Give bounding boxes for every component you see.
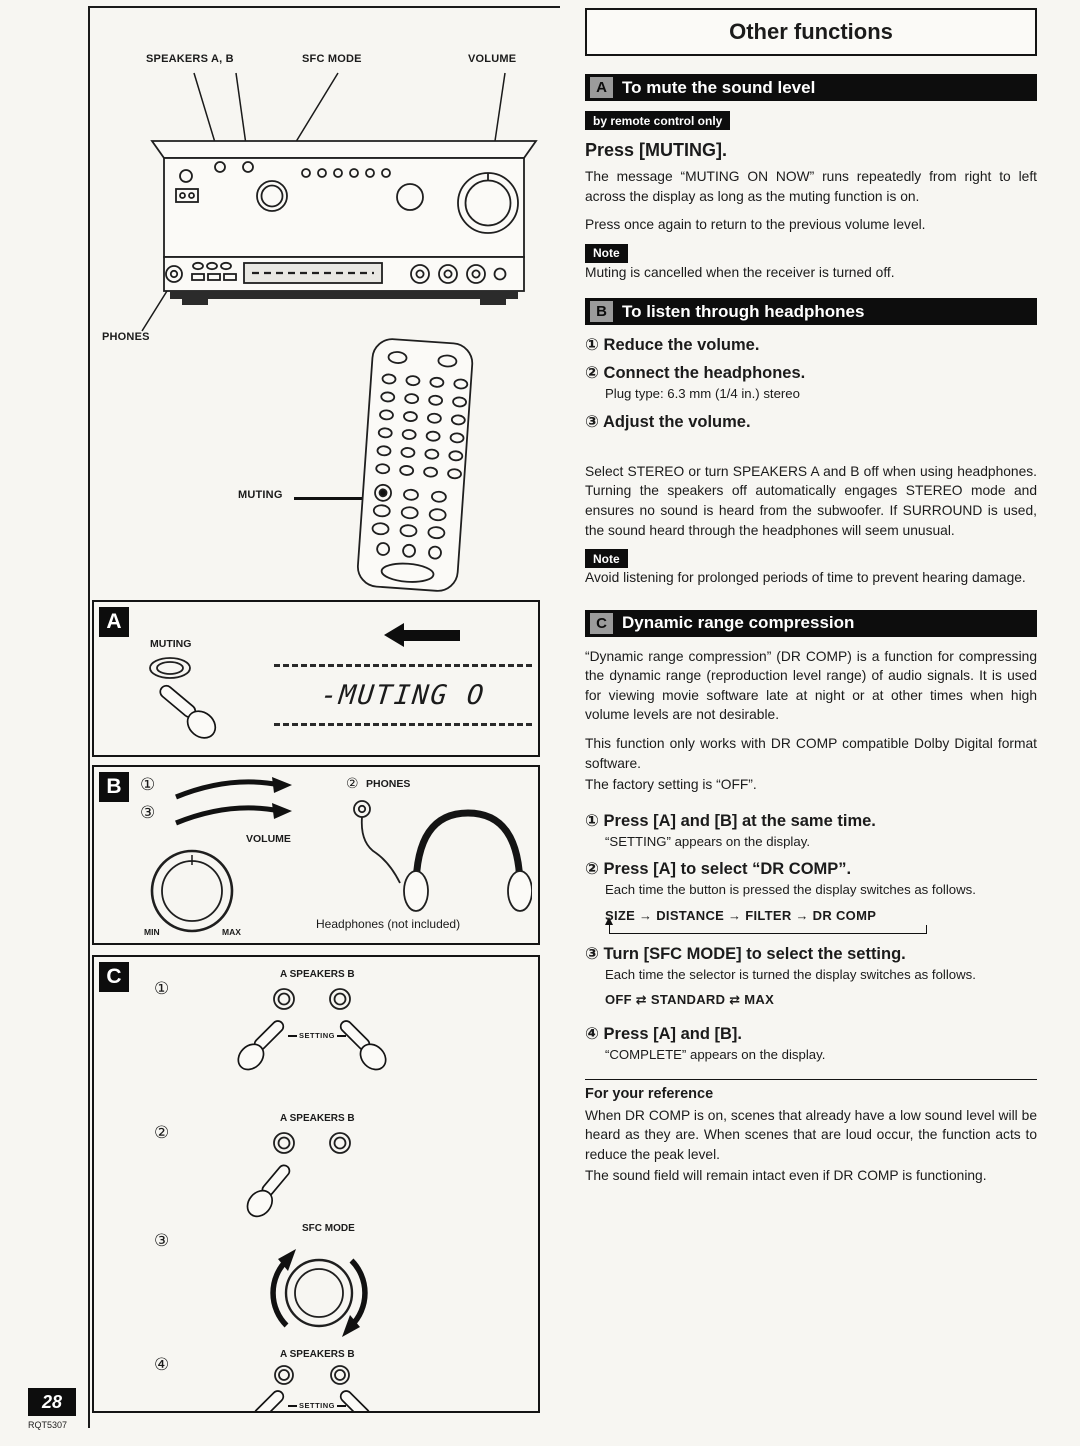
headphones-description: Select STEREO or turn SPEAKERS A and B off when using headphones. Turning the speakers off automatically engages STEREO mode and ensures no sound is heard from the subwoofer. If SURROUND is used, the sound heard through the headphones will seem unusual. [585, 463, 1037, 538]
step-1-number: ① [140, 775, 156, 794]
speakers-buttons-label-1: A SPEAKERS B [280, 969, 355, 980]
page-title: Other functions [585, 8, 1037, 56]
sfc-mode-knob-label: SFC MODE [302, 1223, 355, 1234]
note-badge: Note [585, 244, 628, 263]
figure-a-letter: A [99, 607, 129, 637]
step-2-number: ② [346, 775, 359, 791]
step-press-a-b-complete: ④ Press [A] and [B]. [585, 1025, 742, 1044]
flow-loop-arrow [609, 925, 927, 934]
setting-tag-4: SETTING [286, 1401, 348, 1410]
pressing-hand-icon [242, 1161, 297, 1219]
display-sequence-2: OFF ⇄ STANDARD ⇄ MAX [605, 992, 775, 1008]
remote-only-badge-row [585, 111, 1037, 130]
speakers-buttons-label-4: A SPEAKERS B [280, 1349, 355, 1360]
remote-control-illustration [346, 333, 484, 599]
display-text: -MUTING O [319, 679, 487, 711]
document-code: RQT5307 [28, 1420, 68, 1430]
sfc-mode-knob-illustration [234, 1237, 404, 1349]
step-reduce-volume: ① Reduce the volume. [585, 336, 760, 355]
step-press-a-b: ① Press [A] and [B] at the same time. [585, 811, 876, 830]
section-c-letter: C [590, 613, 613, 634]
section-b-title: To listen through headphones [622, 301, 865, 321]
step-2-number: ② [154, 1123, 170, 1142]
display-window [274, 664, 532, 726]
figure-a-box [92, 600, 540, 757]
phones-jack-icon [354, 801, 370, 817]
step-adjust-volume: ③ Adjust the volume. [585, 412, 751, 431]
display-switch-note-1: Each time the button is pressed the display switches as follows. [605, 882, 976, 898]
illustration-column [90, 45, 548, 1425]
max-label: MAX [222, 927, 241, 937]
headphones-illustration [346, 797, 532, 919]
step-3-number: ③ [154, 1231, 170, 1250]
note-badge-row-a [585, 244, 1037, 263]
headphones-caption: Headphones (not included) [316, 917, 461, 931]
muting-return-note: Press once again to return to the previous volume level. [585, 217, 926, 233]
drcomp-factory-setting: The factory setting is “OFF”. [585, 777, 757, 793]
muting-button-press-illustration [122, 654, 252, 754]
plug-type-note: Plug type: 6.3 mm (1/4 in.) stereo [605, 386, 800, 402]
receiver-front-panel-illustration [90, 45, 548, 347]
figure-c-box [92, 955, 540, 1413]
figure-b-letter: B [99, 772, 129, 802]
right-hand-icon [333, 1017, 391, 1075]
left-column-top-rule [88, 6, 560, 8]
figure-a-muting-label: MUTING [150, 638, 192, 650]
speakers-buttons-label-2: A SPEAKERS B [280, 1113, 355, 1124]
remote-only-badge: by remote control only [585, 111, 730, 130]
text-column [585, 8, 1037, 1195]
callout-sfc-mode: SFC MODE [302, 53, 362, 65]
turn-volume-arrows-icon [168, 775, 298, 831]
drcomp-description: “Dynamic range compression” (DR COMP) is a function for compressing the dynamic range (reproduction level range) of audio signals. It is used for viewing movie software late at night or at other times when high volume levels are not desirable. [585, 648, 1037, 723]
headphones-note-text: Avoid listening for prolonged periods of time to prevent hearing damage. [585, 570, 1026, 586]
section-a-header [585, 74, 1037, 101]
press-muting-heading: Press [MUTING]. [585, 140, 728, 160]
note-badge: Note [585, 549, 628, 568]
callout-muting: MUTING [238, 489, 283, 501]
callout-phones: PHONES [102, 331, 150, 343]
callout-volume: VOLUME [468, 53, 517, 65]
scroll-direction-arrow [404, 630, 460, 641]
figure-b-box [92, 765, 540, 945]
left-hand-icon [233, 1387, 291, 1413]
setting-appears-note: “SETTING” appears on the display. [605, 833, 810, 849]
step-3-number: ③ [140, 803, 156, 822]
page-number: 28 [28, 1388, 76, 1416]
display-switch-note-2: Each time the selector is turned the display switches as follows. [605, 966, 976, 982]
setting-tag-1: SETTING [286, 1031, 348, 1040]
drcomp-compatibility: This function only works with DR COMP compatible Dolby Digital format software. [585, 736, 1037, 771]
pressing-hand-icon [152, 681, 220, 744]
section-b-header [585, 298, 1037, 325]
section-a-letter: A [590, 77, 613, 98]
note-badge-row-b [585, 549, 1037, 568]
step-4-number: ④ [154, 1355, 170, 1374]
phones-jack-label: PHONES [366, 778, 411, 790]
step-connect-headphones: ② Connect the headphones. [585, 364, 806, 383]
figure-c-letter: C [99, 962, 129, 992]
muting-description: The message “MUTING ON NOW” runs repeatedly from right to left across the display as long as the muting function is on. [585, 169, 1037, 204]
left-hand-icon [233, 1017, 291, 1075]
section-b-letter: B [590, 301, 613, 322]
display-sequence-1: SIZE → DISTANCE → FILTER → DR COMP [605, 907, 877, 923]
section-c-header [585, 610, 1037, 637]
section-a-title: To mute the sound level [622, 77, 816, 97]
reference-text-1: When DR COMP is on, scenes that already have a low sound level will be heard as they are. When scenes that are loud occur, the function acts to reduce the peak level. [585, 1107, 1037, 1162]
section-c-title: Dynamic range compression [622, 613, 855, 633]
min-label: MIN [144, 927, 160, 937]
muting-note-text: Muting is cancelled when the receiver is turned off. [585, 264, 895, 280]
press-a-button-illustration [206, 1127, 426, 1219]
step-turn-sfc-mode: ③ Turn [SFC MODE] to select the setting. [585, 944, 906, 963]
reference-title: For your reference [585, 1085, 714, 1102]
complete-appears-note: “COMPLETE” appears on the display. [605, 1047, 826, 1063]
step-1-number: ① [154, 979, 170, 998]
volume-knob-label: VOLUME [246, 833, 291, 845]
reference-text-2: The sound field will remain intact even if DR COMP is functioning. [585, 1168, 987, 1184]
callout-speakers-ab: SPEAKERS A, B [146, 53, 234, 65]
reference-block [585, 1079, 1037, 1186]
step-press-a-select: ② Press [A] to select “DR COMP”. [585, 860, 852, 879]
